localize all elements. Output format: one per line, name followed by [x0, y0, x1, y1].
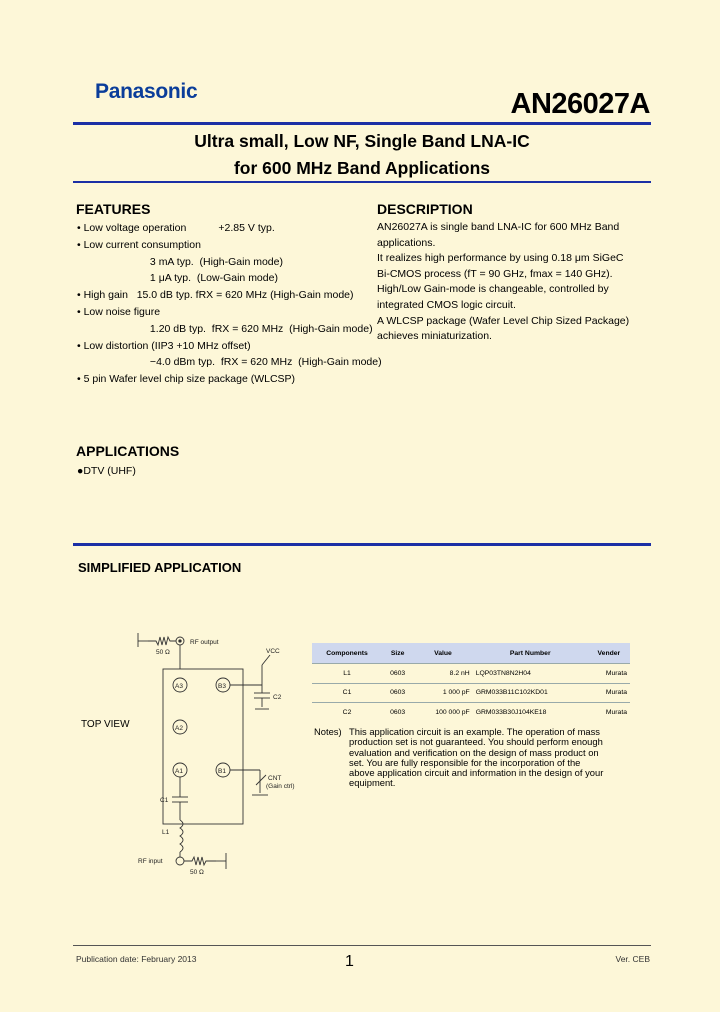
title-rule [73, 181, 651, 183]
publication-date: Publication date: February 2013 [76, 954, 197, 964]
table-cell: C2 [312, 703, 382, 722]
feature-line: −4.0 dBm typ. fRX = 620 MHz (High-Gain mode) [77, 356, 382, 369]
feature-line: 1 μA typ. (Low-Gain mode) [77, 272, 278, 285]
table-row [312, 703, 630, 722]
feature-line: 1.20 dB typ. fRX = 620 MHz (High-Gain mode) [77, 322, 373, 335]
table-cell: 0603 [382, 683, 413, 703]
panasonic-logo: Panasonic [95, 80, 198, 103]
table-cell: 0603 [382, 664, 413, 684]
c2-label: C2 [273, 694, 282, 701]
feature-line: 3 mA typ. (High-Gain mode) [77, 255, 283, 268]
pin-a2: A2 [175, 725, 183, 732]
footer-rule [73, 945, 651, 946]
part-number: AN26027A [510, 88, 650, 120]
table-cell: LQP03TN8N2H04 [473, 664, 588, 684]
notes-line: above application circuit and information in the design of your [349, 767, 604, 779]
application-circuit [70, 625, 320, 880]
table-row [312, 664, 630, 684]
table-header-row [312, 643, 630, 664]
l1-label: L1 [162, 829, 170, 836]
header-part-number: Part Number [473, 643, 588, 664]
header-rule [73, 122, 651, 125]
header-vender: Vender [588, 643, 630, 664]
page-number: 1 [345, 953, 354, 970]
table-cell: GRM033B30J104KE18 [473, 703, 588, 722]
notes-label: Notes) [314, 726, 342, 737]
feature-line: • High gain 15.0 dB typ. fRX = 620 MHz (High-Gain mode) [77, 289, 354, 302]
feature-line: • Low current consumption [77, 238, 201, 251]
notes-line: evaluation and verification on the design of mass product on [349, 746, 599, 758]
simplified-application-heading: SIMPLIFIED APPLICATION [78, 560, 242, 575]
applications-heading: APPLICATIONS [76, 443, 180, 459]
features-heading: FEATURES [76, 201, 151, 217]
header-value: Value [413, 643, 473, 664]
notes-text [349, 727, 649, 789]
feature-line: • Low voltage operation +2.85 V typ. [77, 222, 275, 234]
header-size: Size [382, 643, 413, 664]
features-list [77, 220, 382, 388]
pin-b3: B3 [218, 683, 226, 690]
table-cell: GRM033B11C102KD01 [473, 683, 588, 703]
title-line-1: Ultra small, Low NF, Single Band LNA-IC [194, 131, 530, 151]
c1-label: C1 [160, 797, 169, 804]
description-line: integrated CMOS logic circuit. [377, 298, 516, 311]
rf-input-label: RF input [138, 858, 163, 865]
table-cell: C1 [312, 683, 382, 703]
description-line: High/Low Gain-mode is changeable, controlled by [377, 283, 609, 296]
description-line: A WLCSP package (Wafer Level Chip Sized Package) [377, 314, 630, 327]
pin-a1: A1 [175, 768, 183, 775]
table-cell: 0603 [382, 703, 413, 722]
description-line: AN26027A is single band LNA-IC for 600 MHz Band [377, 221, 620, 233]
package-outline [163, 669, 243, 824]
gain-ctrl-label: (Gain ctrl) [266, 783, 295, 790]
vcc-label: VCC [266, 648, 280, 655]
description-line: applications. [377, 236, 436, 249]
ohm-bottom-label: 50 Ω [190, 869, 204, 876]
table-row [312, 683, 630, 703]
description-line: achieves miniaturization. [377, 330, 492, 343]
title-line-2: for 600 MHz Band Applications [233, 158, 491, 178]
feature-line: • Low distortion (IIP3 +10 MHz offset) [77, 339, 251, 352]
cnt-label: CNT [268, 775, 282, 782]
description-line: Bi-CMOS process (fT = 90 GHz, fmax = 140 GHz). [377, 267, 613, 280]
notes-line: equipment. [349, 777, 396, 789]
notes-line: This application circuit is an example. The operation of mass [349, 726, 600, 737]
ohm-top-label: 50 Ω [156, 649, 170, 656]
table-cell: L1 [312, 664, 382, 684]
description-heading: DESCRIPTION [377, 201, 473, 217]
top-view-label: TOP VIEW [81, 719, 130, 730]
table-cell: 1 000 pF [413, 683, 473, 703]
table-cell: Murata [588, 703, 630, 722]
notes-line: set. You are fully responsible for the incorporation of the [349, 756, 581, 768]
components-table [312, 643, 630, 722]
notes-line: production set is not guaranteed. You should perform enough [349, 736, 603, 748]
table-cell: Murata [588, 683, 630, 703]
table-cell: 8.2 nH [413, 664, 473, 684]
section-rule [73, 543, 651, 546]
rf-output-label: RF output [190, 639, 219, 646]
pin-a3: A3 [175, 683, 183, 690]
table-cell: Murata [588, 664, 630, 684]
description-line: It realizes high performance by using 0.18 μm SiGeC [377, 252, 624, 265]
feature-line: • Low noise figure [77, 305, 161, 318]
table-cell: 100 000 pF [413, 703, 473, 722]
feature-line: • 5 pin Wafer level chip size package (WLCSP) [77, 373, 296, 386]
pin-b1: B1 [218, 768, 226, 775]
version: Ver. CEB [615, 954, 650, 964]
application-item: ●DTV (UHF) [77, 465, 136, 477]
header-components: Components [312, 643, 382, 664]
description-text [377, 220, 652, 345]
